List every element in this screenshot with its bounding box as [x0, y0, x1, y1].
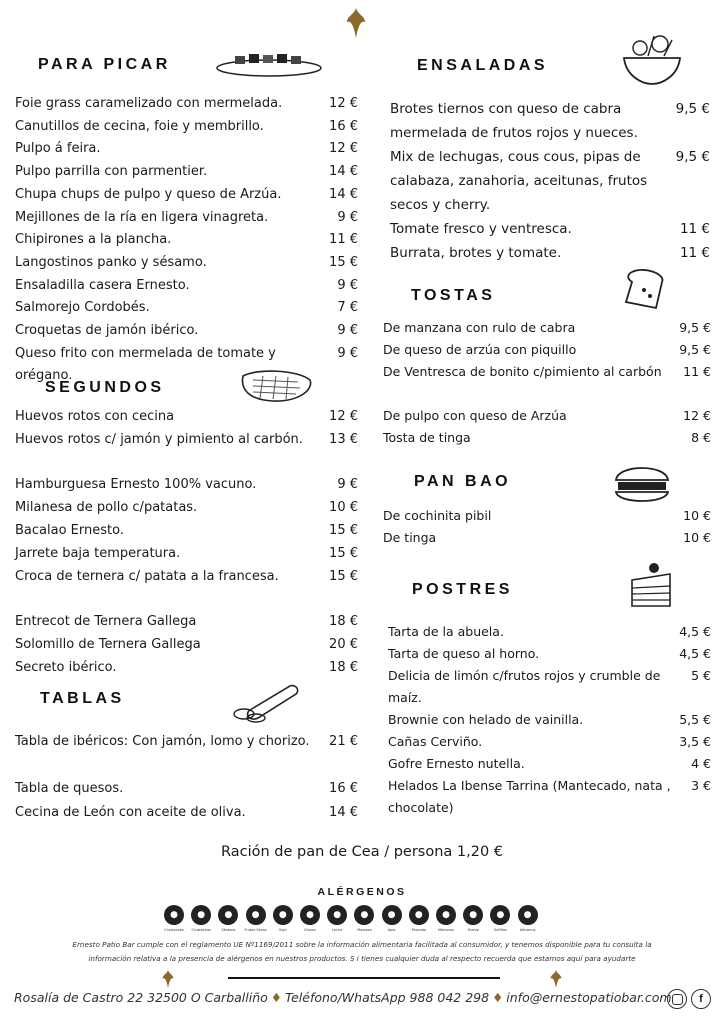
menu-item-price: 9 €: [337, 477, 358, 493]
menu-item: [15, 297, 358, 320]
menu-item-price: 5 €: [691, 668, 711, 683]
menu-item: [390, 145, 710, 217]
menu-item-price: 9,5 €: [679, 320, 711, 335]
menu-item-name: Ensaladilla casera Ernesto.: [15, 277, 190, 293]
footer: [14, 990, 672, 1005]
menu-item: [15, 116, 358, 139]
allergen-label: Mostaza: [357, 928, 372, 932]
allergen-label: Frutos Secos: [244, 928, 267, 932]
menu-item: [15, 252, 358, 275]
menu-item-name: Chupa chups de pulpo y queso de Arzúa.: [15, 186, 282, 202]
allergen-label: Sulfitos: [493, 928, 507, 932]
menu-item: [388, 643, 711, 665]
menu-item-name: Tarta de la abuela.: [388, 624, 504, 639]
allergen-icon: ●: [518, 905, 538, 925]
menu-item-price: 12 €: [329, 409, 358, 424]
menu-item-name: Jarrete baja temperatura.: [15, 545, 181, 561]
menu-item-name: Foie grass caramelizado con mermelada.: [15, 96, 283, 111]
allergen-label: Crustaceos: [164, 928, 184, 932]
section-title-ensaladas: ENSALADAS: [417, 57, 549, 74]
section-title-segundos: SEGUNDOS: [45, 379, 165, 396]
menu-item: [15, 777, 358, 801]
menu-item: [15, 730, 358, 754]
allergen-icon: ●: [191, 905, 211, 925]
menu-item-price: 18 €: [329, 614, 358, 630]
allergen-icon: ●: [273, 905, 293, 925]
menu-item-name: Pulpo á feira.: [15, 141, 101, 157]
menu-item-name: De cochinita pibil: [383, 508, 492, 523]
fleur-ornament-icon: [345, 8, 367, 38]
menu-item-price: 4,5 €: [679, 646, 711, 661]
tapas-plate-icon: [215, 48, 323, 78]
bao-bun-icon: [612, 460, 672, 506]
menu-item: [388, 709, 711, 731]
menu-item: [15, 497, 358, 520]
section-title-para-picar: PARA PICAR: [38, 56, 171, 73]
menu-item-price: 14 €: [329, 804, 358, 820]
menu-item-name: Gofre Ernesto nutella.: [388, 756, 525, 771]
menu-item-name: Cecina de León con aceite de oliva.: [15, 804, 246, 820]
menu-item-price: 14 €: [329, 164, 358, 180]
footer-address: Rosalía de Castro 22 32500 O Carballiño: [14, 990, 268, 1005]
menu-item-price: 9 €: [337, 209, 358, 225]
menu-item-name: Queso frito con mermelada de tomate y orégano.: [15, 345, 276, 384]
allergen-icon: ●: [164, 905, 184, 925]
toast-icon: [622, 268, 670, 312]
allergen-label: Apio: [387, 928, 396, 932]
menu-item: [15, 543, 358, 566]
allergen-icon: ●: [490, 905, 510, 925]
allergen-label: Moluscos: [437, 928, 455, 932]
section-title-tablas: TABLAS: [40, 690, 125, 707]
menu-item-name: Burrata, brotes y tomate.: [390, 245, 562, 261]
menu-item-price: 12 €: [329, 141, 358, 157]
menu-item: [390, 217, 710, 241]
menu-item-price: 12 €: [329, 96, 358, 111]
menu-item-name: Tabla de quesos.: [15, 781, 124, 796]
menu-item: [388, 775, 711, 819]
facebook-icon[interactable]: f: [691, 989, 711, 1009]
menu-item-name: Salmorejo Cordobés.: [15, 300, 150, 316]
menu-item-name: De manzana con rulo de cabra: [383, 320, 576, 335]
menu-item: [15, 474, 358, 497]
allergen-label: Pescado: [411, 928, 426, 932]
allergen-icon: ●: [382, 905, 402, 925]
menu-item-name: Brownie con helado de vainilla.: [388, 712, 584, 727]
menu-item: [388, 665, 711, 709]
menu-item-price: 21 €: [329, 734, 358, 749]
menu-item-name: Mix de lechugas, cous cous, pipas de calabaza, zanahoria, aceitunas, frutos secos y cherry.: [390, 149, 648, 213]
menu-item-price: 11 €: [679, 245, 710, 261]
menu-item-price: 9 €: [337, 345, 358, 361]
menu-item: [383, 361, 711, 383]
menu-item-name: Huevos rotos c/ jamón y pimiento al carbón.: [15, 431, 303, 447]
footer-divider: [228, 977, 500, 979]
menu-item-price: 11 €: [679, 221, 710, 237]
section-title-pan-bao: PAN BAO: [414, 473, 512, 490]
allergen-icon: ●: [246, 905, 266, 925]
menu-item-name: Croquetas de jamón ibérico.: [15, 323, 199, 338]
menu-item-name: Solomillo de Ternera Gallega: [15, 637, 201, 652]
legal-line-1: Ernesto Patio Bar cumple con el reglamento UE Nº1169/2011 sobre la información alimentaria facilitada al consumidor, y tenemos disponible para tu consulta la: [72, 940, 652, 949]
menu-item-price: 18 €: [329, 659, 358, 675]
menu-item: [15, 801, 358, 825]
menu-item: [15, 138, 358, 161]
menu-item: [383, 427, 711, 449]
allergen-label: Leche: [332, 928, 343, 932]
menu-item-name: Pulpo parrilla con parmentier.: [15, 164, 208, 180]
menu-item: [15, 161, 358, 184]
legal-line-2: información relativa a la presencia de alérgenos en nuestros productos. S i tienes cualquier duda al respecto recuerda que estamos aquí para ayudarte: [88, 954, 636, 963]
steak-icon: [238, 368, 314, 404]
allergen-icon: ●: [409, 905, 429, 925]
menu-item-name: Chipirones a la plancha.: [15, 232, 172, 248]
menu-item-name: Tabla de ibéricos: Con jamón, lomo y chorizo.: [15, 734, 310, 749]
menu-item-price: 9 €: [337, 277, 358, 293]
menu-item-price: 5,5 €: [679, 712, 711, 727]
section-title-postres: POSTRES: [412, 581, 513, 598]
footer-email[interactable]: info@ernestopatiobar.com: [506, 990, 672, 1005]
instagram-icon[interactable]: [667, 989, 687, 1009]
menu-item-price: 15 €: [329, 568, 358, 584]
menu-item-price: 11 €: [329, 232, 358, 248]
menu-item: [388, 621, 711, 643]
allergen-label: Huevo: [467, 928, 479, 932]
menu-item-price: 13 €: [329, 431, 358, 447]
allergen-label: Altramuz: [519, 928, 536, 932]
menu-item-price: 16 €: [329, 118, 358, 134]
menu-item-price: 9,5 €: [675, 149, 710, 165]
menu-item: [388, 753, 711, 775]
menu-item-name: Tosta de tinga: [383, 430, 471, 445]
menu-item: [15, 634, 358, 657]
allergen-icon: ●: [300, 905, 320, 925]
menu-item-price: 15 €: [329, 545, 358, 561]
allergen-icon: ●: [436, 905, 456, 925]
allergen-icon: ●: [327, 905, 347, 925]
menu-item: [15, 229, 358, 252]
menu-item: [15, 429, 358, 452]
menu-item-name: Mejillones de la ría en ligera vinagreta.: [15, 209, 269, 225]
menu-item-name: Huevos rotos con cecina: [15, 409, 175, 424]
allergen-label: Gluten: [304, 928, 316, 932]
footer-phone[interactable]: Teléfono/WhatsApp 988 042 298: [285, 990, 490, 1005]
menu-item-price: 14 €: [329, 186, 358, 202]
menu-item-name: Milanesa de pollo c/patatas.: [15, 500, 198, 516]
menu-item-price: 9 €: [337, 323, 358, 338]
menu-item: [15, 566, 358, 589]
menu-item-name: Brotes tiernos con queso de cabra mermelada de frutos rojos y nueces.: [390, 101, 638, 141]
menu-item-name: Croca de ternera c/ patata a la francesa.: [15, 568, 279, 584]
menu-item-price: 3 €: [691, 778, 711, 793]
fleur-left-icon: [160, 970, 176, 988]
menu-item-price: 10 €: [683, 530, 711, 545]
allergens-title: ALÉRGENOS: [317, 886, 407, 898]
menu-item-name: De tinga: [383, 530, 437, 545]
menu-item-name: De Ventresca de bonito c/pimiento al carbón: [383, 364, 662, 379]
menu-item-name: Langostinos panko y sésamo.: [15, 254, 207, 270]
menu-item: [15, 406, 358, 429]
menu-item-name: De queso de arzúa con piquillo: [383, 342, 577, 357]
menu-item-name: Delicia de limón c/frutos rojos y crumble de maíz.: [388, 668, 661, 705]
menu-item-price: 3,5 €: [679, 734, 711, 749]
menu-item-name: Tarta de queso al horno.: [388, 646, 540, 661]
allergen-label: Soja: [279, 928, 287, 932]
menu-item: [15, 275, 358, 298]
menu-item-name: Tomate fresco y ventresca.: [390, 221, 572, 237]
cake-slice-icon: [628, 560, 674, 610]
menu-item: [383, 505, 711, 527]
menu-item-price: 12 €: [683, 408, 711, 423]
menu-item-name: Cañas Cerviño.: [388, 734, 483, 749]
menu-item: [383, 339, 711, 361]
menu-item-price: 8 €: [691, 430, 711, 445]
menu-item-name: Canutillos de cecina, foie y membrillo.: [15, 118, 264, 134]
menu-item-name: Secreto ibérico.: [15, 659, 117, 675]
menu-item: [15, 320, 358, 343]
salad-bowl-icon: [620, 32, 684, 88]
allergen-icon: ●: [354, 905, 374, 925]
menu-item-price: 16 €: [329, 781, 358, 796]
menu-item-price: 15 €: [329, 254, 358, 270]
menu-item-price: 15 €: [329, 523, 358, 538]
menu-item-price: 9,5 €: [675, 101, 710, 117]
menu-item-price: 10 €: [329, 500, 358, 516]
section-title-tostas: TOSTAS: [411, 287, 496, 304]
menu-item-price: 4 €: [691, 756, 711, 771]
fleur-icon: ♦: [270, 990, 283, 1005]
menu-item-price: 11 €: [683, 364, 711, 379]
menu-item: [15, 611, 358, 634]
menu-item-price: 9,5 €: [679, 342, 711, 357]
menu-item-name: Helados La Ibense Tarrina (Mantecado, nata , chocolate): [388, 778, 671, 815]
menu-item: [383, 405, 711, 427]
fleur-icon: ♦: [492, 990, 504, 1005]
bread-note: Ración de pan de Cea / persona 1,20 €: [220, 844, 504, 860]
menu-item-name: Hamburguesa Ernesto 100% vacuno.: [15, 477, 257, 493]
menu-item: [390, 241, 710, 265]
menu-item: [15, 93, 358, 116]
allergen-label: Crustáceos: [191, 928, 211, 932]
menu-item-name: De pulpo con queso de Arzúa: [383, 408, 567, 423]
menu-item: [15, 207, 358, 230]
sausage-icon: [230, 680, 302, 724]
menu-item-name: Entrecot de Ternera Gallega: [15, 614, 197, 630]
allergen-label: Sésamo: [221, 928, 236, 932]
menu-item: [15, 184, 358, 207]
allergen-icon: ●: [463, 905, 483, 925]
menu-item: [383, 317, 711, 339]
menu-item: [390, 97, 710, 145]
fleur-right-icon: [548, 970, 564, 988]
menu-item-name: Bacalao Ernesto.: [15, 523, 124, 538]
allergen-icon: ●: [218, 905, 238, 925]
menu-item: [388, 731, 711, 753]
menu-item-price: 20 €: [329, 637, 358, 652]
menu-item: [15, 657, 358, 680]
menu-item-price: 7 €: [337, 300, 358, 316]
menu-item-price: 4,5 €: [679, 624, 711, 639]
menu-item-price: 10 €: [683, 508, 711, 523]
menu-item: [15, 520, 358, 543]
menu-item: [383, 527, 711, 549]
